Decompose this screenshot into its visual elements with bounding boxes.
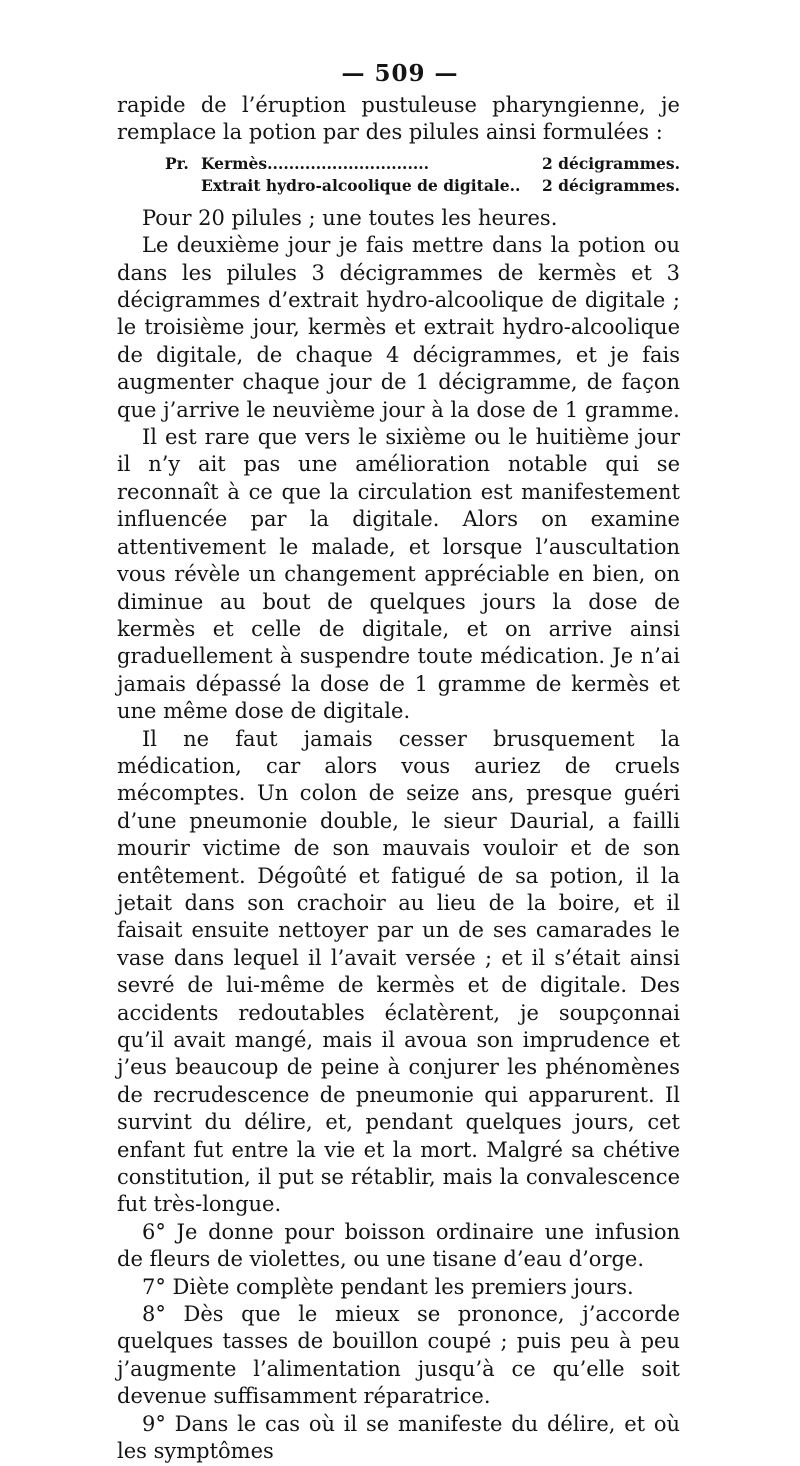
ingredient-name: Extrait hydro-alcoolique de digitale.. <box>201 175 521 195</box>
numbered-paragraph: 9° Dans le cas où il se manifeste du délire, et où les symptômes <box>117 1411 680 1464</box>
prescription-line <box>165 153 680 175</box>
ingredient-quantity: 2 décigrammes. <box>541 175 680 195</box>
prescription-line <box>165 175 680 197</box>
paragraph: Il est rare que vers le sixième ou le huitième jour il n’y ait pas une amélioration notable qui se reconnaît à ce que la circulation est manifestement influencée par la digitale. Alors on examine attentivement le malade, et lorsque l’auscultation vous révèle un changement appréciable en bien, on diminue au bout de quelques jours la dose de kermès et celle de digitale, et on arrive ainsi graduellement à suspendre toute médication. Je n’ai jamais dépassé la dose de 1 gramme de kermès et une même dose de digitale. <box>117 425 680 724</box>
numbered-paragraph: 6° Je donne pour boisson ordinaire une infusion de fleurs de violettes, ou une tisane d’eau d’orge. <box>117 1219 680 1272</box>
prescription <box>165 153 680 197</box>
numbered-paragraph: 8° Dès que le mieux se prononce, j’accorde quelques tasses de bouillon coupé ; puis peu à peu j’augmente l’alimentation jusqu’à ce qu’elle soit devenue suffisamment réparatrice. <box>117 1302 680 1409</box>
ingredient-name: Kermès.............................. <box>201 153 430 173</box>
prescription-prefix: Pr. <box>165 153 189 173</box>
body-text <box>117 92 680 1466</box>
paragraph: Le deuxième jour je fais mettre dans la potion ou dans les pilules 3 décigrammes de kermès et 3 décigrammes d’extrait hydro-alcoolique de digitale ; le troisième jour, kermès et extrait hydro-alcoolique de digitale, de chaque 4 décigrammes, et je fais augmenter chaque jour de 1 décigramme, de façon que j’arrive le neuvième jour à la dose de 1 gramme. <box>117 233 680 422</box>
numbered-paragraph: 7° Diète complète pendant les premiers jours. <box>142 1274 634 1299</box>
paragraph: Il ne faut jamais cesser brusquement la médication, car alors vous auriez de cruels mécomptes. Un colon de seize ans, presque guéri d’une pneumonie double, le sieur Daurial, a failli mourir victime de son mauvais vouloir et de son entêtement. Dégoûté et fatigué de sa potion, il la jetait dans son crachoir au lieu de la boire, et il faisait ensuite nettoyer par un de ses camarades le vase dans lequel il l’avait versée ; et il s’était ainsi sevré de lui-même de kermès et de digitale. Des accidents redoutables éclatèrent, je soupçonnai qu’il avait mangé, mais il avoua son imprudence et j’eus beaucoup de peine à conjurer les phénomènes de recrudescence de pneumonie qui apparurent. Il survint du délire, et, pendant quelques jours, cet enfant fut entre la vie et la mort. Malgré sa chétive constitution, il put se rétablir, mais la convalescence fut très-longue. <box>117 726 680 1217</box>
ingredient-quantity: 2 décigrammes. <box>541 153 680 173</box>
paragraph: Pour 20 pilules ; une toutes les heures. <box>142 205 558 230</box>
page-number: — 509 — <box>341 60 459 87</box>
intro-paragraph: rapide de l’éruption pustuleuse pharyngienne, je remplace la potion par des pilules ainsi formulées : <box>117 93 680 145</box>
